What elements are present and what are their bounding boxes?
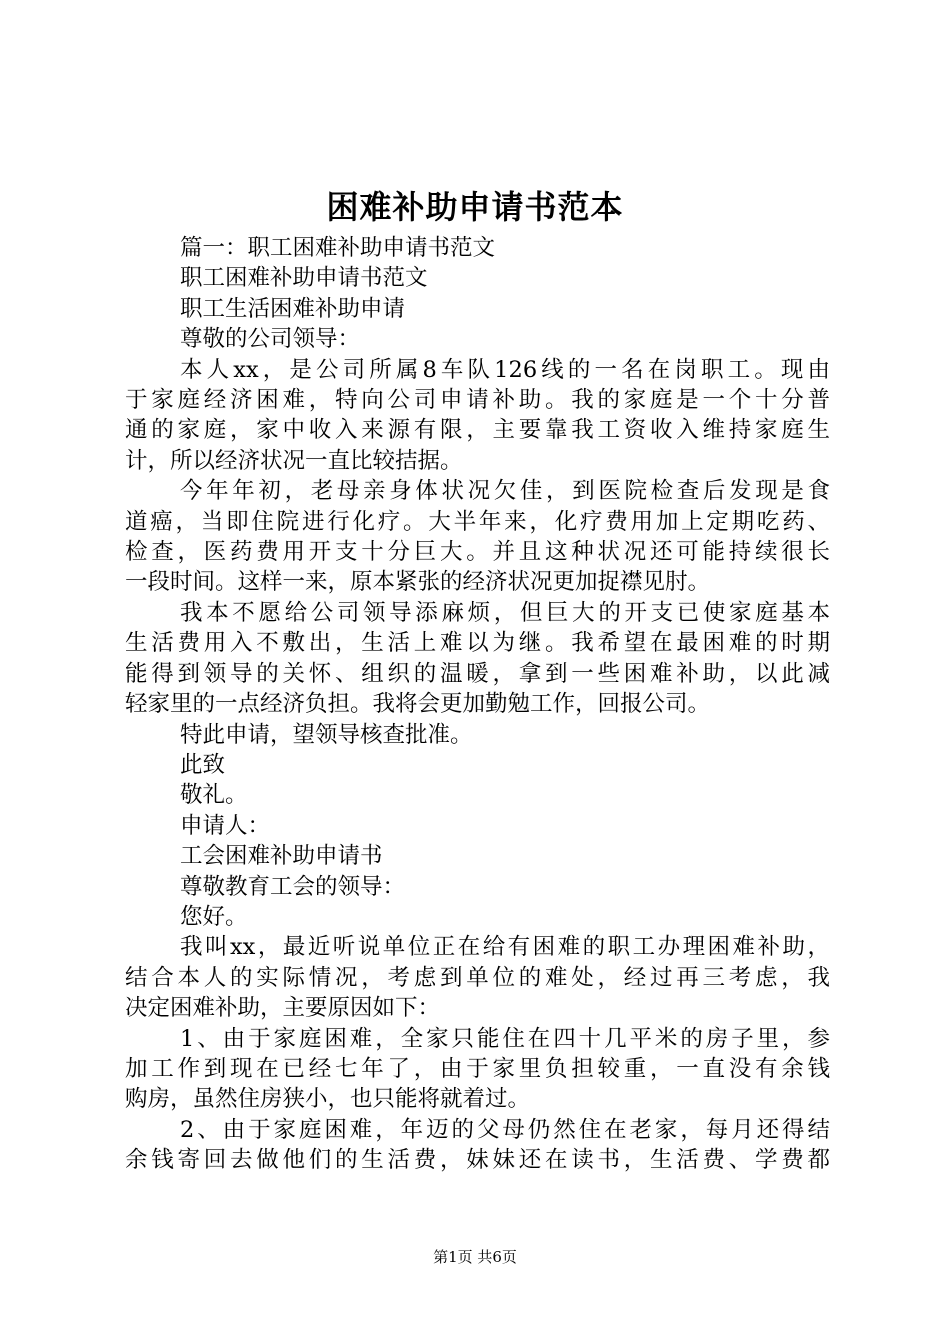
- text-line: 此致: [180, 751, 226, 778]
- text-line: 工会困难补助申请书: [180, 843, 383, 870]
- text-line: 购房，虽然住房狭小，也只能将就着过。: [125, 1086, 531, 1113]
- text-line: 我本不愿给公司领导添麻烦，但巨大的开支已使家庭基本: [180, 599, 830, 626]
- text-line: 通的家庭，家中收入来源有限，主要靠我工资收入维持家庭生: [125, 417, 830, 444]
- text-line: 计，所以经济状况一直比较拮据。: [125, 447, 463, 474]
- document-body: [125, 233, 830, 1176]
- text-line: 加工作到现在已经七年了，由于家里负担较重，一直没有余钱: [125, 1055, 830, 1082]
- text-line: 1、由于家庭困难，全家只能住在四十几平米的房子里，参: [180, 1025, 830, 1052]
- text-line: 决定困难补助，主要原因如下：: [125, 995, 441, 1022]
- text-line: 您好。: [180, 903, 248, 930]
- text-line: 一段时间。这样一来，原本紧张的经济状况更加捉襟见肘。: [125, 569, 711, 596]
- text-line: 轻家里的一点经济负担。我将会更加勤勉工作，回报公司。: [125, 691, 711, 718]
- text-line: 尊敬教育工会的领导：: [180, 873, 406, 900]
- text-line: 今年年初，老母亲身体状况欠佳，到医院检查后发现是食: [180, 478, 830, 505]
- text-line: 特此申请，望领导核查批准。: [180, 721, 473, 748]
- page-number: 第1页 共6页: [433, 1248, 517, 1266]
- text-line: 生活费用入不敷出，生活上难以为继。我希望在最困难的时期: [125, 630, 830, 657]
- text-line: 篇一：职工困难补助申请书范文: [180, 235, 496, 261]
- text-line: 结合本人的实际情况，考虑到单位的难处，经过再三考虑，我: [125, 964, 830, 991]
- text-line: 余钱寄回去做他们的生活费，妹妹还在读书，生活费、学费都: [125, 1147, 830, 1174]
- document-title: 困难补助申请书范本: [326, 188, 624, 226]
- text-line: 2、由于家庭困难，年迈的父母仍然住在老家，每月还得结: [180, 1116, 830, 1143]
- text-line: 申请人：: [180, 812, 271, 839]
- text-line: 于家庭经济困难，特向公司申请补助。我的家庭是一个十分普: [125, 387, 830, 414]
- text-line: 检查，医药费用开支十分巨大。并且这种状况还可能持续很长: [125, 539, 830, 566]
- text-line: 职工困难补助申请书范文: [180, 265, 428, 292]
- text-line: 本人xx，是公司所属8车队126线的一名在岗职工。现由: [180, 356, 830, 383]
- text-line: 敬礼。: [180, 782, 248, 809]
- text-line: 能得到领导的关怀、组织的温暖，拿到一些困难补助，以此减: [125, 660, 830, 687]
- text-line: 职工生活困难补助申请: [180, 295, 406, 322]
- text-line: 尊敬的公司领导：: [180, 326, 361, 353]
- text-line: 道癌，当即住院进行化疗。大半年来，化疗费用加上定期吃药、: [125, 508, 830, 535]
- text-line: 我叫xx，最近听说单位正在给有困难的职工办理困难补助，: [180, 934, 830, 961]
